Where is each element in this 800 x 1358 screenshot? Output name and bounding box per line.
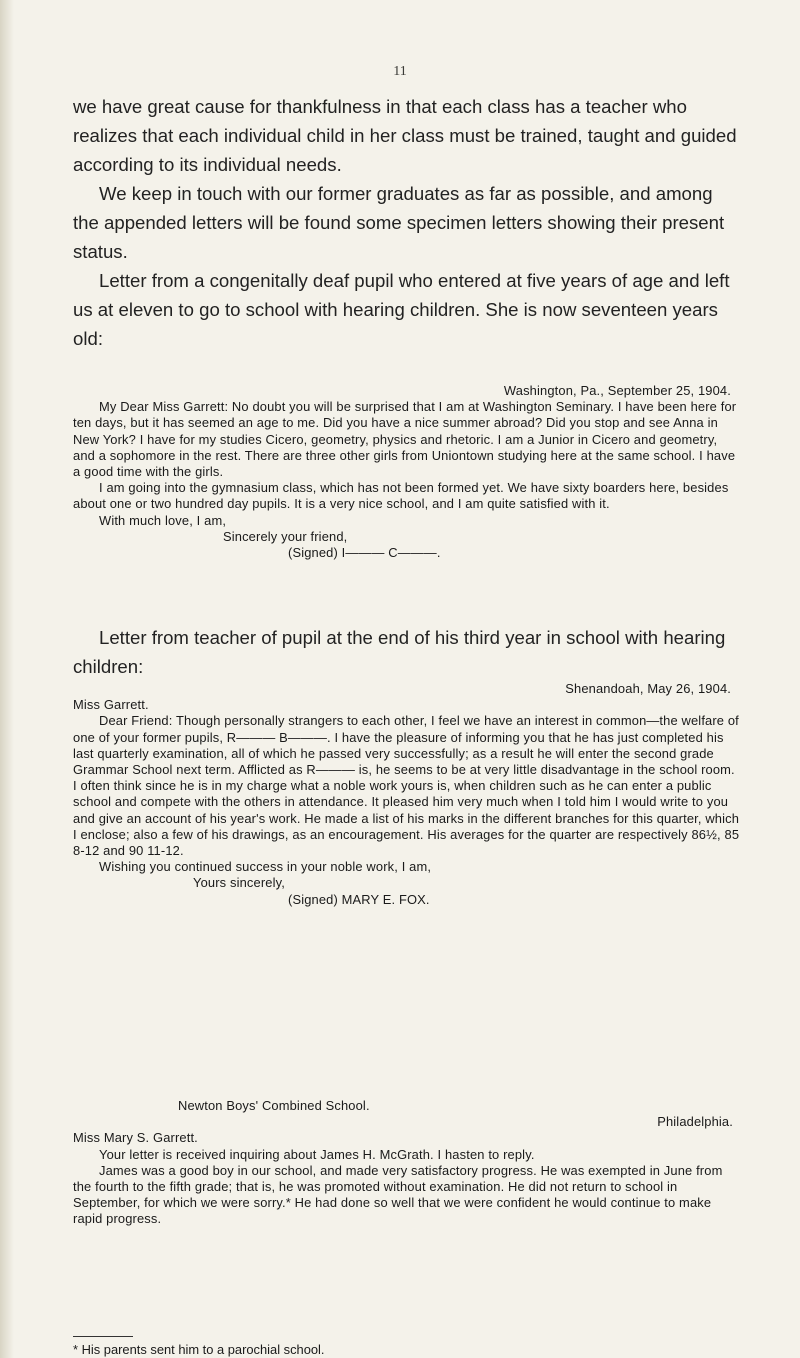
letter-2-closing: Yours sincerely, — [193, 875, 285, 891]
letter-3-heading: Newton Boys' Combined School. — [178, 1098, 370, 1113]
letter-1-paragraph-1: My Dear Miss Garrett: No doubt you will be surprised that I am at Washington Seminary. I have been here for ten days, but it has seemed an age to me. Did you have a nice summer abroad? Did you stop and see Anna in New York? I have for my studies Cicero, geometry, physics and rhetoric. I am a Junior in Cicero and geometry, and a sophomore in the rest. There are three other girls from Uniontown studying here at the same school. I have a good time with the girls. — [73, 399, 737, 480]
letter-3 — [73, 1098, 741, 1228]
letter-1-closing-1: With much love, I am, — [99, 512, 227, 528]
letter-2-addressee: Miss Garrett. — [73, 697, 149, 713]
footnote-rule — [73, 1336, 133, 1337]
page-edge-shadow — [0, 0, 14, 1358]
letter-2-paragraph-1: Dear Friend: Though personally strangers to each other, I feel we have an interest in common—the welfare of one of your former pupils, R——— B———. I have the pleasure of informing you that he has just completed his last quarterly examination, all of which he passed very successfully; as a result he will enter the second grade Grammar School next term. Afflicted as R——— is, he seems to be at very little disadvantage in the school room. I often think since he is in my charge what a noble work yours is, when children such as he can enter a public school and compete with the others in attendance. It pleased him very much when I told him I would write to you and give an account of his year's work. He made a list of his marks in the different branches for this quarter, which I enclose; also a few of his drawings, as an encouragement. His averages for the quarter are respectively 86½, 85 8-12 and 90 11-12. — [73, 713, 740, 859]
letter-3-paragraph-1: Your letter is received inquiring about James H. McGrath. I hasten to reply. — [99, 1146, 535, 1162]
letter-2-signature: (Signed) MARY E. FOX. — [288, 891, 430, 907]
letter-2-dateline: Shenandoah, May 26, 1904. — [565, 681, 731, 696]
page-number: 11 — [393, 64, 407, 79]
intro-paragraph-1: we have great cause for thankfulness in that each class has a teacher who realizes that each individual child in her class must be trained, taught and guided according to its individual needs. — [73, 96, 737, 175]
letter-3-addressee: Miss Mary S. Garrett. — [73, 1130, 198, 1146]
letter-1-dateline: Washington, Pa., September 25, 1904. — [503, 383, 731, 398]
letter-3-paragraph-2: James was a good boy in our school, and made very satisfactory progress. He was exempted in June from the fourth to the fifth grade; that is, he was promoted without examination. He did not return to school in September, for which we were sorry.* He had done so well that we were confident he would continue to make rapid progress. — [73, 1162, 723, 1227]
letter-2-paragraph-2: Wishing you continued success in your noble work, I am, — [99, 859, 432, 875]
intro-text — [73, 92, 741, 353]
letter-1-paragraph-2: I am going into the gymnasium class, which has not been formed yet. We have sixty boarders here, besides about one or two hundred day pupils. It is a very nice school, and I am quite satisfied with it. — [73, 480, 729, 512]
letter-2-intro: Letter from teacher of pupil at the end of his third year in school with hearing children: — [73, 627, 726, 677]
letter-2 — [73, 681, 741, 908]
letter-1 — [73, 383, 741, 561]
letter-3-place: Philadelphia. — [657, 1114, 733, 1130]
letter-1-signature: (Signed) I——— C———. — [288, 545, 441, 561]
heading-2 — [73, 623, 741, 681]
footnote: * His parents sent him to a parochial school. — [73, 1342, 325, 1357]
intro-paragraph-2: We keep in touch with our former graduates as far as possible, and among the appended letters will be found some specimen letters showing their present status. — [73, 183, 725, 262]
letter-1-closing-2: Sincerely your friend, — [223, 528, 348, 544]
intro-paragraph-3: Letter from a congenitally deaf pupil who entered at five years of age and left us at eleven to go to school with hearing children. She is now seventeen years old: — [73, 270, 730, 349]
